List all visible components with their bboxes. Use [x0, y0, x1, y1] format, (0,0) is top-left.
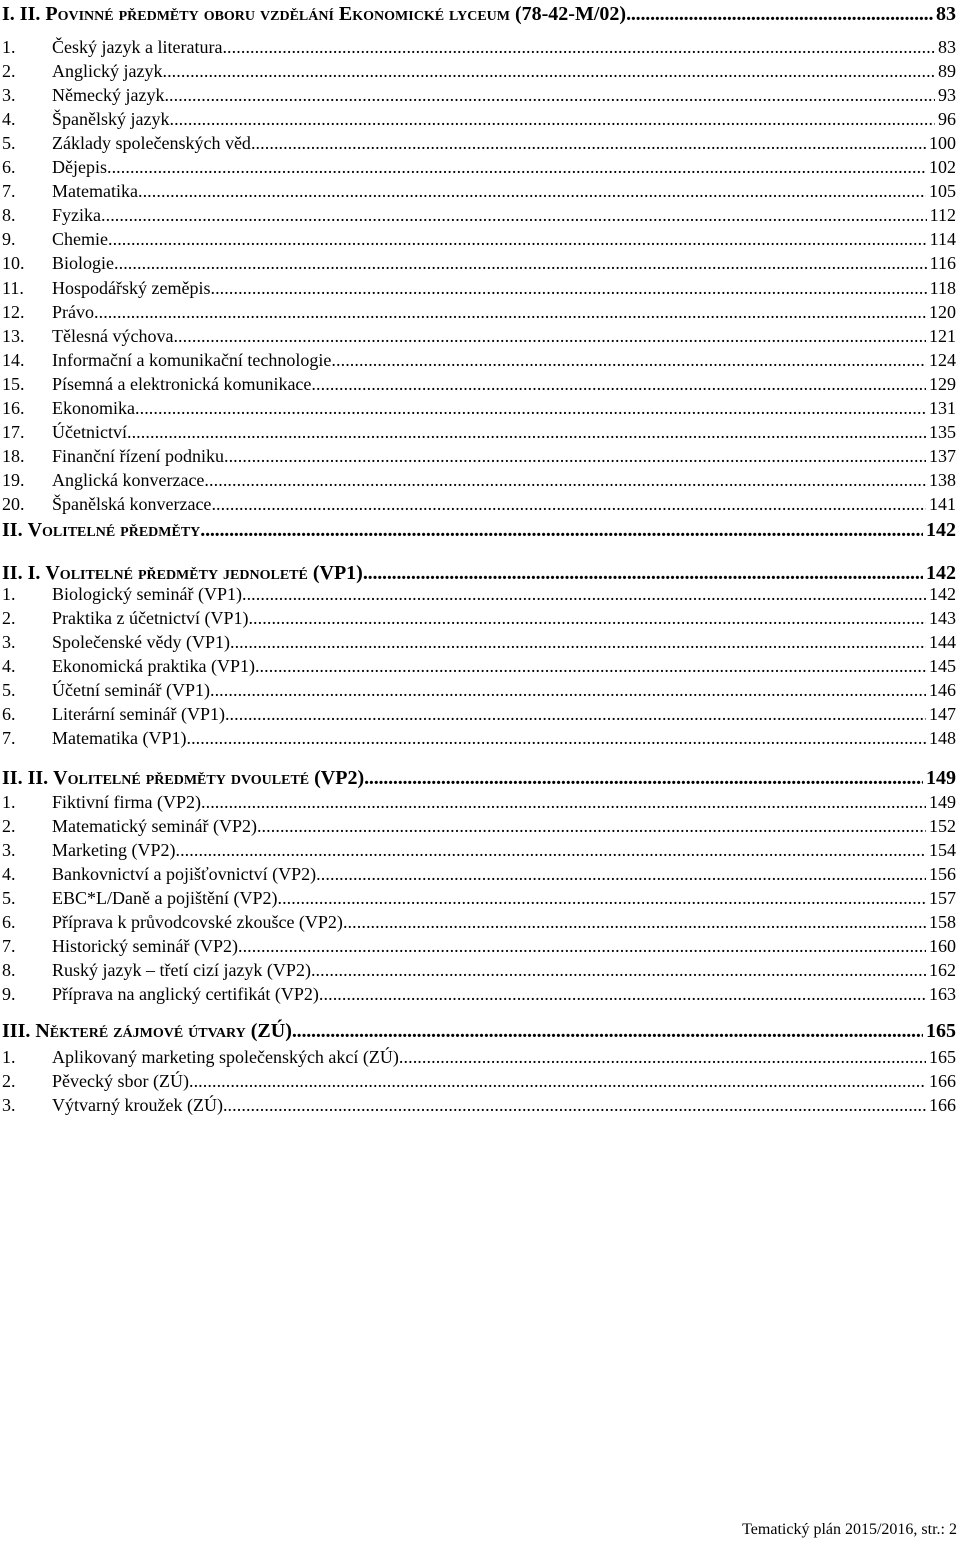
- toc-item: [0, 678, 960, 702]
- item-title: Informační a komunikační technologie: [52, 350, 332, 370]
- section-heading-text: Volitelné předměty: [27, 519, 201, 541]
- toc-item: [0, 958, 960, 982]
- toc-entry: [52, 348, 956, 372]
- dot-leader: [189, 1069, 926, 1093]
- toc-item: [0, 492, 960, 516]
- section-heading-text: Povinné předměty oboru vzdělání Ekonomické lyceum (78-42-M/02): [45, 3, 627, 25]
- dot-leader: [255, 654, 926, 678]
- item-number: 20.: [2, 494, 25, 514]
- item-title: Písemná a elektronická komunikace: [52, 374, 312, 394]
- item-title: Anglický jazyk: [52, 61, 163, 81]
- toc-entry: [2, 518, 956, 542]
- item-number: 1.: [2, 792, 16, 812]
- item-title: Fiktivní firma (VP2): [52, 792, 201, 812]
- toc-entry: [52, 492, 956, 516]
- item-number: 5.: [2, 888, 16, 908]
- page-number: 83: [936, 3, 956, 25]
- toc-entry: [52, 300, 956, 324]
- toc-entry: [52, 35, 956, 59]
- toc-item: [0, 654, 960, 678]
- toc-entry: [2, 1019, 956, 1043]
- page-number: 149: [929, 792, 956, 812]
- item-title: Aplikovaný marketing společenských akcí (ZÚ): [52, 1047, 399, 1067]
- toc-item: [0, 982, 960, 1006]
- toc-entry: [52, 179, 956, 203]
- item-title: Ekonomická praktika (VP1): [52, 656, 255, 676]
- toc-entry: [52, 726, 956, 750]
- item-number: 1.: [2, 37, 16, 57]
- page-number: 105: [929, 181, 956, 201]
- page-number: 129: [929, 374, 956, 394]
- item-number: 5.: [2, 680, 16, 700]
- page-number: 146: [929, 680, 956, 700]
- item-number: 4.: [2, 864, 16, 884]
- item-title: Výtvarný kroužek (ZÚ): [52, 1095, 223, 1115]
- toc-section-heading: [0, 766, 960, 790]
- toc-item: [0, 300, 960, 324]
- toc-entry: [52, 982, 956, 1006]
- toc-section-heading: [0, 518, 960, 542]
- toc-entry: [52, 1045, 956, 1069]
- toc-entry: [52, 630, 956, 654]
- item-title: EBC*L/Daně a pojištění (VP2): [52, 888, 278, 908]
- toc-entry: [52, 107, 956, 131]
- toc-item: [0, 886, 960, 910]
- toc-entry: [52, 1069, 956, 1093]
- toc-section-heading: [0, 2, 960, 26]
- dot-leader: [224, 444, 926, 468]
- toc-entry: [52, 131, 956, 155]
- dot-leader: [114, 251, 927, 275]
- section-title: [2, 2, 626, 26]
- item-number: 7.: [2, 936, 16, 956]
- toc-item: [0, 862, 960, 886]
- page-number: 165: [926, 1020, 956, 1042]
- dot-leader: [316, 862, 926, 886]
- section-number: II. II.: [2, 767, 54, 789]
- item-title: Španělská konverzace: [52, 494, 212, 514]
- item-title: Dějepis: [52, 157, 107, 177]
- item-title: Bankovnictví a pojišťovnictví (VP2): [52, 864, 317, 884]
- toc-item: [0, 726, 960, 750]
- dot-leader: [175, 838, 926, 862]
- page-number: 158: [929, 912, 956, 932]
- item-title: Tělesná výchova: [52, 326, 174, 346]
- page-number: 121: [929, 326, 956, 346]
- dot-leader: [186, 726, 926, 750]
- toc-item: [0, 372, 960, 396]
- toc-item: [0, 35, 960, 59]
- toc-item: [0, 790, 960, 814]
- item-title: Marketing (VP2): [52, 840, 176, 860]
- toc-entry: [52, 582, 956, 606]
- section-heading-text: Volitelné předměty jednoleté (VP1): [45, 562, 363, 584]
- toc-item: [0, 606, 960, 630]
- toc-item: [0, 444, 960, 468]
- item-title: Fyzika: [52, 205, 101, 225]
- toc-entry: [52, 396, 956, 420]
- page-number: 166: [929, 1071, 956, 1091]
- item-title: Příprava k průvodcovské zkoušce (VP2): [52, 912, 343, 932]
- dot-leader: [162, 59, 935, 83]
- item-number: 11.: [2, 278, 24, 298]
- dot-leader: [399, 1045, 926, 1069]
- dot-leader: [331, 348, 926, 372]
- page-number: 165: [929, 1047, 956, 1067]
- item-number: 3.: [2, 840, 16, 860]
- page-number: 142: [926, 562, 956, 584]
- item-number: 19.: [2, 470, 25, 490]
- toc-item: [0, 396, 960, 420]
- page-number: 157: [929, 888, 956, 908]
- item-number: 2.: [2, 608, 16, 628]
- toc-item: [0, 131, 960, 155]
- dot-leader: [251, 131, 926, 155]
- toc-entry: [52, 155, 956, 179]
- page-number: 102: [929, 157, 956, 177]
- toc-entry: [52, 203, 956, 227]
- toc-item: [0, 276, 960, 300]
- toc-item: [0, 1045, 960, 1069]
- toc-section-heading: [0, 1019, 960, 1043]
- item-title: Španělský jazyk: [52, 109, 170, 129]
- page-number: 100: [929, 133, 956, 153]
- item-title: Německý jazyk: [52, 85, 165, 105]
- toc-item: [0, 630, 960, 654]
- section-number: II. I.: [2, 562, 46, 584]
- item-number: 3.: [2, 632, 16, 652]
- item-number: 15.: [2, 374, 25, 394]
- dot-leader: [242, 582, 926, 606]
- item-number: 7.: [2, 728, 16, 748]
- section-number: I. II.: [2, 3, 46, 25]
- dot-leader: [127, 420, 926, 444]
- item-number: 6.: [2, 704, 16, 724]
- item-title: Právo: [52, 302, 94, 322]
- item-title: Matematický seminář (VP2): [52, 816, 257, 836]
- page-number: 96: [938, 109, 956, 129]
- item-title: Společenské vědy (VP1): [52, 632, 230, 652]
- toc-entry: [52, 227, 956, 251]
- dot-leader: [135, 396, 926, 420]
- section-number: II.: [2, 519, 28, 541]
- dot-leader: [173, 324, 926, 348]
- toc-entry: [52, 654, 956, 678]
- toc-entry: [2, 2, 956, 26]
- toc-entry: [52, 702, 956, 726]
- toc-item: [0, 702, 960, 726]
- item-title: Účetní seminář (VP1): [52, 680, 210, 700]
- item-title: Matematika (VP1): [52, 728, 187, 748]
- item-number: 10.: [2, 253, 25, 273]
- item-title: Ruský jazyk – třetí cizí jazyk (VP2): [52, 960, 311, 980]
- dot-leader: [169, 107, 935, 131]
- toc-entry: [52, 372, 956, 396]
- toc-entry: [52, 251, 956, 275]
- toc-entry: [52, 862, 956, 886]
- item-number: 6.: [2, 912, 16, 932]
- toc-entry: [52, 468, 956, 492]
- item-title: Účetnictví: [52, 422, 127, 442]
- page-footer: Tematický plán 2015/2016, str.: 2: [742, 1521, 957, 1538]
- dot-leader: [225, 702, 926, 726]
- item-number: 16.: [2, 398, 25, 418]
- dot-leader: [101, 203, 927, 227]
- page-number: 118: [929, 278, 956, 298]
- page-number: 143: [929, 608, 956, 628]
- item-number: 5.: [2, 133, 16, 153]
- item-title: Biologický seminář (VP1): [52, 584, 242, 604]
- item-number: 13.: [2, 326, 25, 346]
- page-number: 162: [929, 960, 956, 980]
- item-number: 6.: [2, 157, 16, 177]
- item-title: Praktika z účetnictví (VP1): [52, 608, 249, 628]
- toc-entry: [52, 814, 956, 838]
- toc-entry: [52, 838, 956, 862]
- dot-leader: [222, 35, 935, 59]
- dot-leader: [257, 814, 926, 838]
- dot-leader: [211, 492, 926, 516]
- page-number: 120: [929, 302, 956, 322]
- toc-item: [0, 814, 960, 838]
- toc-item: [0, 155, 960, 179]
- dot-leader: [248, 606, 926, 630]
- toc-entry: [52, 1093, 956, 1117]
- page-number: 141: [929, 494, 956, 514]
- dot-leader: [277, 886, 926, 910]
- section-number: III.: [2, 1020, 36, 1042]
- toc-entry: [52, 910, 956, 934]
- toc-item: [0, 420, 960, 444]
- item-number: 2.: [2, 61, 16, 81]
- dot-leader: [138, 179, 926, 203]
- toc-entry: [52, 444, 956, 468]
- item-number: 12.: [2, 302, 25, 322]
- item-title: Český jazyk a literatura: [52, 37, 223, 57]
- page-number: 138: [929, 470, 956, 490]
- page-number: 142: [929, 584, 956, 604]
- item-title: Finanční řízení podniku: [52, 446, 224, 466]
- page-number: 149: [926, 767, 956, 789]
- page-number: 135: [929, 422, 956, 442]
- page-number: 148: [929, 728, 956, 748]
- page-number: 152: [929, 816, 956, 836]
- dot-leader: [210, 678, 926, 702]
- page-number: 89: [938, 61, 956, 81]
- toc-item: [0, 348, 960, 372]
- toc-entry: [52, 324, 956, 348]
- item-number: 3.: [2, 85, 16, 105]
- page-number: 124: [929, 350, 956, 370]
- dot-leader: [230, 630, 926, 654]
- page-number: 83: [938, 37, 956, 57]
- dot-leader: [223, 1093, 926, 1117]
- item-title: Hospodářský zeměpis: [52, 278, 211, 298]
- toc-item: [0, 1093, 960, 1117]
- toc-item: [0, 1069, 960, 1093]
- page-number: 154: [929, 840, 956, 860]
- item-number: 9.: [2, 229, 16, 249]
- page-number: 116: [929, 253, 956, 273]
- item-title: Biologie: [52, 253, 114, 273]
- toc-item: [0, 107, 960, 131]
- item-number: 14.: [2, 350, 25, 370]
- item-number: 2.: [2, 816, 16, 836]
- page-number: 163: [929, 984, 956, 1004]
- page-number: 160: [929, 936, 956, 956]
- toc-entry: [52, 420, 956, 444]
- toc-item: [0, 59, 960, 83]
- page-number: 114: [929, 229, 956, 249]
- dot-leader: [164, 83, 935, 107]
- page-number: 166: [929, 1095, 956, 1115]
- item-number: 9.: [2, 984, 16, 1004]
- page-number: 137: [929, 446, 956, 466]
- toc-item: [0, 582, 960, 606]
- toc-item: [0, 83, 960, 107]
- toc-entry: [52, 606, 956, 630]
- toc-entry: [2, 766, 956, 790]
- dot-leader: [343, 910, 926, 934]
- page-number: 131: [929, 398, 956, 418]
- item-title: Příprava na anglický certifikát (VP2): [52, 984, 319, 1004]
- item-number: 18.: [2, 446, 25, 466]
- toc-item: [0, 910, 960, 934]
- item-number: 2.: [2, 1071, 16, 1091]
- item-title: Pěvecký sbor (ZÚ): [52, 1071, 189, 1091]
- dot-leader: [626, 2, 933, 26]
- page-number: 156: [929, 864, 956, 884]
- page-number: 147: [929, 704, 956, 724]
- item-number: 1.: [2, 584, 16, 604]
- page-number: 93: [938, 85, 956, 105]
- toc-entry: [52, 276, 956, 300]
- dot-leader: [311, 958, 926, 982]
- section-heading-text: Volitelné předměty dvouleté (VP2): [53, 767, 365, 789]
- item-number: 4.: [2, 656, 16, 676]
- dot-leader: [319, 982, 926, 1006]
- toc-item: [0, 203, 960, 227]
- toc-entry: [52, 958, 956, 982]
- toc-entry: [52, 678, 956, 702]
- page-number: 144: [929, 632, 956, 652]
- section-title: [2, 766, 364, 790]
- toc-item: [0, 227, 960, 251]
- toc-item: [0, 179, 960, 203]
- dot-leader: [201, 790, 926, 814]
- dot-leader: [238, 934, 926, 958]
- dot-leader: [311, 372, 926, 396]
- item-number: 4.: [2, 109, 16, 129]
- page-number: 145: [929, 656, 956, 676]
- toc-item: [0, 324, 960, 348]
- dot-leader: [204, 468, 926, 492]
- toc-item: [0, 934, 960, 958]
- dot-leader: [108, 227, 927, 251]
- dot-leader: [107, 155, 926, 179]
- toc-item: [0, 468, 960, 492]
- dot-leader: [292, 1019, 923, 1043]
- item-title: Literární seminář (VP1): [52, 704, 225, 724]
- item-title: Anglická konverzace: [52, 470, 205, 490]
- item-number: 7.: [2, 181, 16, 201]
- toc-item: [0, 838, 960, 862]
- toc-entry: [52, 83, 956, 107]
- toc-entry: [52, 790, 956, 814]
- dot-leader: [94, 300, 926, 324]
- page-number: 112: [929, 205, 956, 225]
- page-number: 142: [926, 519, 956, 541]
- section-heading-text: Některé zájmové útvary (ZÚ): [35, 1020, 292, 1042]
- item-title: Základy společenských věd: [52, 133, 251, 153]
- item-title: Matematika: [52, 181, 138, 201]
- dot-leader: [200, 518, 923, 542]
- dot-leader: [364, 766, 923, 790]
- section-title: [2, 518, 200, 542]
- dot-leader: [210, 276, 926, 300]
- toc-item: [0, 251, 960, 275]
- section-title: [2, 1019, 292, 1043]
- item-number: 3.: [2, 1095, 16, 1115]
- item-number: 8.: [2, 205, 16, 225]
- item-title: Chemie: [52, 229, 108, 249]
- item-title: Historický seminář (VP2): [52, 936, 238, 956]
- item-number: 17.: [2, 422, 25, 442]
- toc-entry: [52, 59, 956, 83]
- toc-entry: [52, 886, 956, 910]
- toc-entry: [52, 934, 956, 958]
- item-title: Ekonomika: [52, 398, 135, 418]
- item-number: 8.: [2, 960, 16, 980]
- item-number: 1.: [2, 1047, 16, 1067]
